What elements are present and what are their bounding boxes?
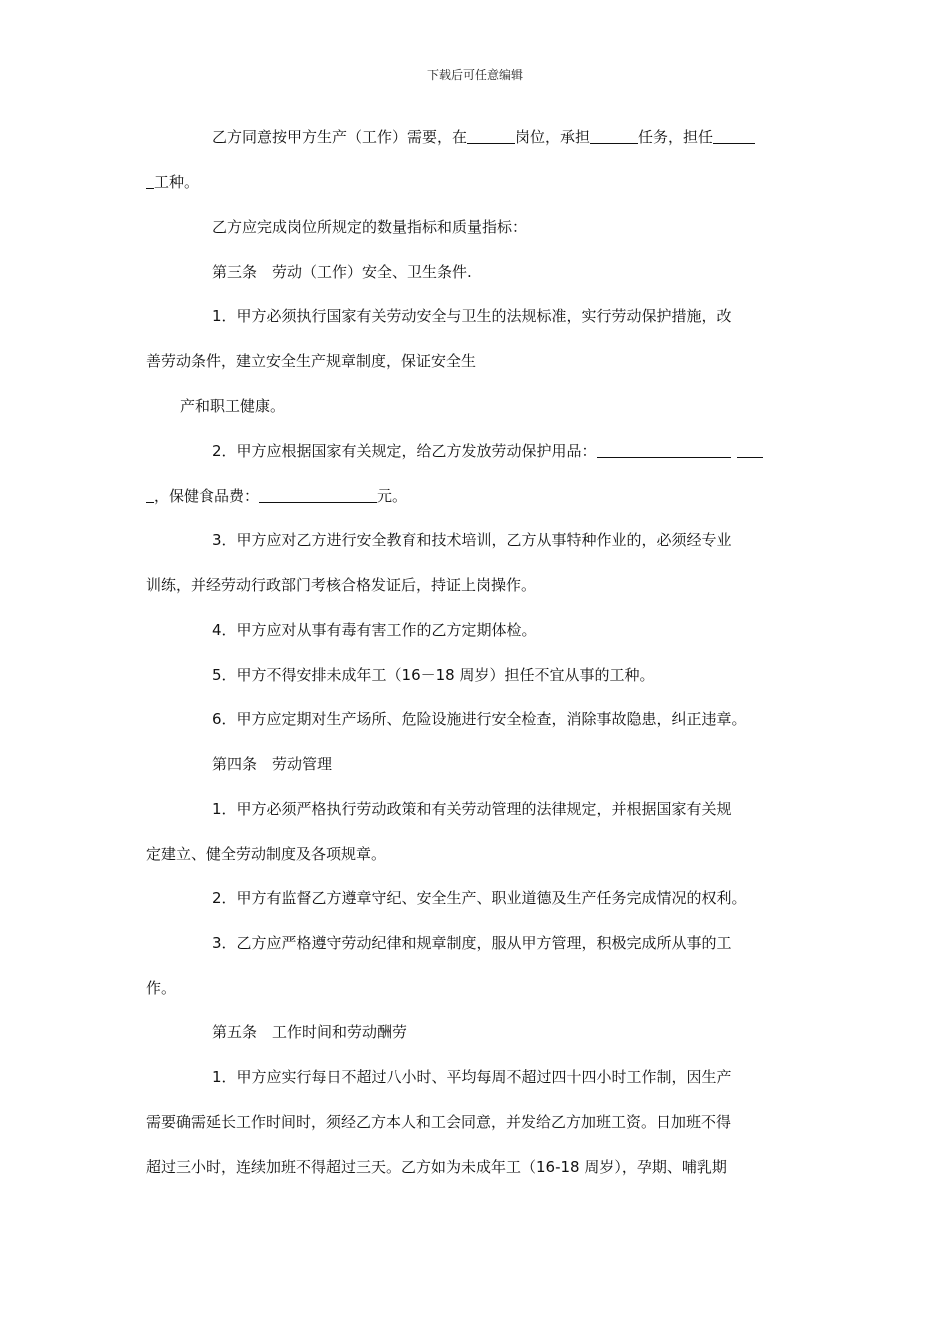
fill-in-blank [146, 172, 154, 189]
fill-in-blank [259, 486, 377, 503]
fill-in-blank [146, 486, 154, 503]
contract-line [146, 172, 199, 192]
fill-in-blank [713, 127, 755, 144]
contract-line: 3．乙方应严格遵守劳动纪律和规章制度，服从甲方管理，积极完成所从事的工 [212, 934, 732, 952]
contract-line: 3．甲方应对乙方进行安全教育和技术培训，乙方从事特种作业的，必须经专业 [212, 531, 732, 549]
article-heading: 第四条 劳动管理 [212, 755, 333, 773]
fill-in-blank [590, 127, 638, 144]
contract-line: 定建立、健全劳动制度及各项规章。 [146, 845, 387, 863]
contract-line: 5．甲方不得安排未成年工（16－18 周岁）担任不宜从事的工种。 [212, 666, 655, 684]
page-header: 下载后可任意编辑 [426, 68, 523, 82]
text-segment: 乙方同意按甲方生产（工作）需要，在 [212, 128, 468, 146]
contract-line: 产和职工健康。 [180, 397, 286, 415]
text-segment: 任务，担任 [638, 128, 714, 146]
fill-in-blank [597, 441, 731, 458]
contract-line: 1．甲方应实行每日不超过八小时、平均每周不超过四十四小时工作制，因生产 [212, 1068, 732, 1086]
text-segment: ，保健食品费： [154, 487, 260, 505]
contract-line: 1．甲方必须执行国家有关劳动安全与卫生的法规标准，实行劳动保护措施，改 [212, 307, 732, 325]
contract-line: 需要确需延长工作时间时，须经乙方本人和工会同意，并发给乙方加班工资。日加班不得 [146, 1113, 732, 1131]
article-heading: 第三条 劳动（工作）安全、卫生条件. [212, 263, 472, 281]
text-segment: 元。 [377, 487, 408, 505]
contract-line: 2．甲方有监督乙方遵章守纪、安全生产、职业道德及生产任务完成情况的权利。 [212, 889, 747, 907]
contract-line: 作。 [146, 979, 177, 997]
contract-line [212, 441, 763, 461]
article-heading: 第五条 工作时间和劳动酬劳 [212, 1023, 408, 1041]
contract-line: 乙方应完成岗位所规定的数量指标和质量指标： [212, 218, 528, 236]
text-segment: 岗位，承担 [515, 128, 591, 146]
text-segment: 2．甲方应根据国家有关规定，给乙方发放劳动保护用品： [212, 442, 597, 460]
text-segment: 工种。 [154, 173, 200, 191]
contract-line: 训练，并经劳动行政部门考核合格发证后，持证上岗操作。 [146, 576, 537, 594]
contract-line: 1．甲方必须严格执行劳动政策和有关劳动管理的法律规定，并根据国家有关规 [212, 800, 732, 818]
contract-line: 善劳动条件，建立安全生产规章制度，保证安全生 [146, 352, 477, 370]
contract-line [146, 486, 407, 506]
contract-line: 超过三小时，连续加班不得超过三天。乙方如为未成年工（16-18 周岁），孕期、哺乳期 [146, 1158, 727, 1176]
contract-line [212, 127, 755, 147]
fill-in-blank [737, 441, 763, 458]
contract-line: 6．甲方应定期对生产场所、危险设施进行安全检查，消除事故隐患，纠正违章。 [212, 710, 747, 728]
fill-in-blank [467, 127, 515, 144]
contract-line: 4．甲方应对从事有毒有害工作的乙方定期体检。 [212, 621, 537, 639]
